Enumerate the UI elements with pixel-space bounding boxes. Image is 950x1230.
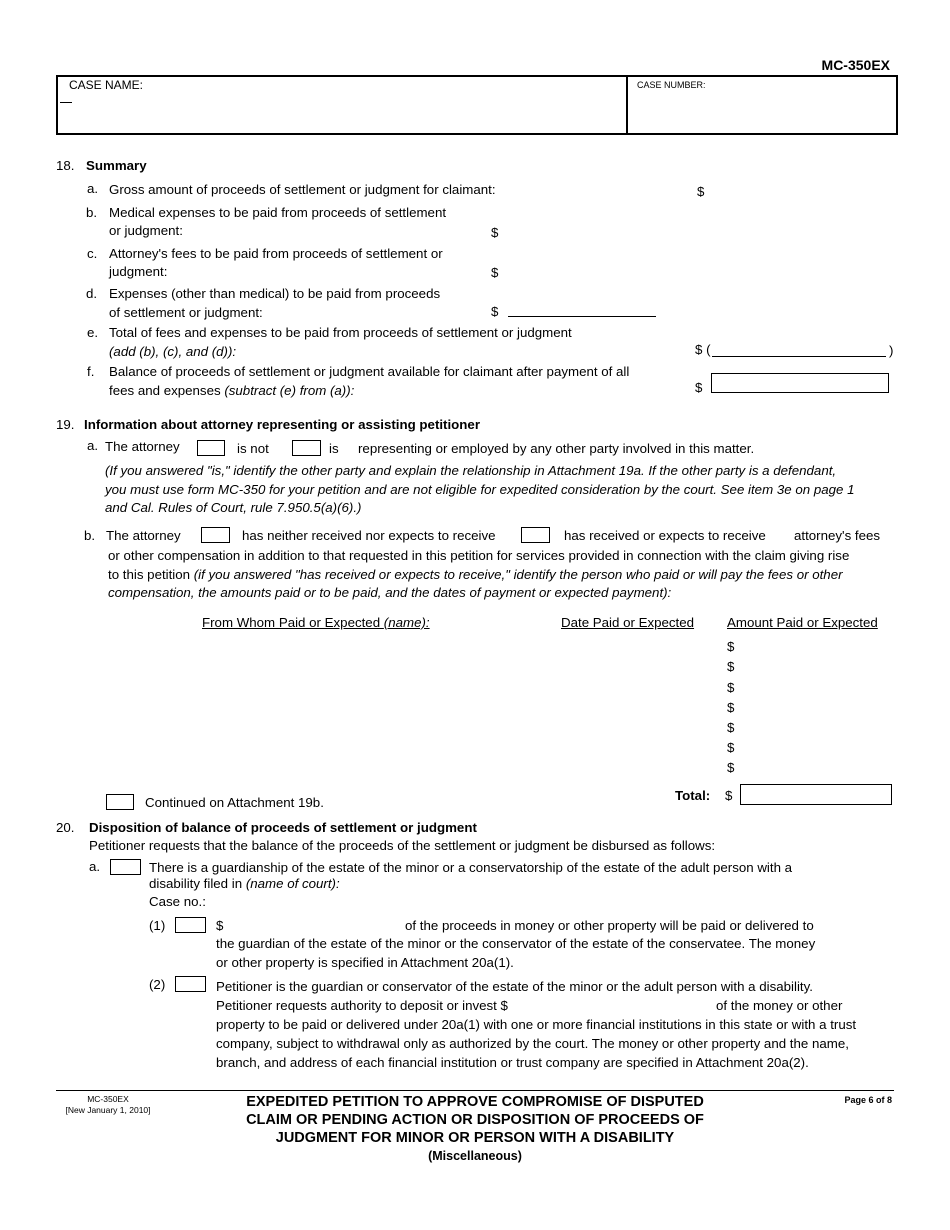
item20a1-line1: of the proceeds in money or other property will be paid or delivered to bbox=[405, 918, 814, 933]
item18b-letter: b. bbox=[86, 205, 98, 220]
item20a-line2: disability filed in (name of court): bbox=[149, 876, 340, 891]
has-received-checkbox[interactable] bbox=[521, 527, 550, 543]
item20-intro: Petitioner requests that the balance of the proceeds of the settlement or judgment be disbursed as follows: bbox=[89, 838, 716, 853]
case-name-label: CASE NAME: bbox=[69, 78, 144, 92]
case-number-label: CASE NUMBER: bbox=[637, 80, 706, 90]
item19-title: Information about attorney representing or assisting petitioner bbox=[84, 417, 480, 432]
form-id: MC-350EX bbox=[821, 57, 890, 73]
item18b-line1: Medical expenses to be paid from proceeds of settlement bbox=[109, 205, 447, 220]
item19-number: 19. bbox=[56, 417, 75, 432]
item20a2-line5: branch, and address of each financial institution or trust company are specified in Attachment 20a(2). bbox=[216, 1055, 809, 1070]
is-label: is bbox=[329, 441, 339, 456]
footer-form-id: MC-350EX bbox=[87, 1094, 129, 1104]
amount-row-dollar: $ bbox=[727, 720, 735, 735]
is-not-label: is not bbox=[237, 441, 269, 456]
item19a-letter: a. bbox=[87, 438, 99, 453]
item20a2-line4: company, subject to withdrawal only as authorized by the court. The money or other property and the name, bbox=[216, 1036, 849, 1051]
item20a1-num: (1) bbox=[149, 918, 166, 933]
item18e-dollar-open: $ ( bbox=[695, 342, 711, 357]
is-not-checkbox[interactable] bbox=[197, 440, 225, 456]
amount-row-dollar: $ bbox=[727, 740, 735, 755]
col-from-whom: From Whom Paid or Expected (name): bbox=[202, 615, 430, 630]
case-no-label: Case no.: bbox=[149, 894, 206, 909]
item20a1-line2: the guardian of the estate of the minor or the conservator of the estate of the conservatee. The money bbox=[216, 936, 816, 951]
item18b-line2: or judgment: bbox=[109, 223, 183, 238]
attorney-fees-field[interactable] bbox=[505, 262, 655, 278]
item18d-letter: d. bbox=[86, 286, 98, 301]
item18d-line2: of settlement or judgment: bbox=[109, 305, 263, 320]
has-received-label: has received or expects to receive bbox=[564, 528, 766, 543]
item20a2-line2a: Petitioner requests authority to deposit or invest $ bbox=[216, 998, 508, 1013]
footer-rule bbox=[56, 1090, 894, 1091]
continued-19b-checkbox[interactable] bbox=[106, 794, 134, 810]
item20a2-line1: Petitioner is the guardian or conservator of the estate of the minor or the adult person with a disability. bbox=[216, 979, 813, 994]
item20a2-checkbox[interactable] bbox=[175, 976, 206, 992]
col-date: Date Paid or Expected bbox=[561, 615, 695, 630]
item18f-line2: fees and expenses (subtract (e) from (a)): bbox=[109, 383, 355, 398]
item18d-dollar: $ bbox=[491, 304, 499, 319]
item19a-prefix: The attorney bbox=[105, 439, 180, 454]
item20a2-line2b: of the money or other bbox=[716, 998, 843, 1013]
item20a-letter: a. bbox=[89, 859, 101, 874]
item20a1-line3: or other property is specified in Attachment 20a(1). bbox=[216, 955, 514, 970]
item18a-letter: a. bbox=[87, 181, 99, 196]
neither-received-label: has neither received nor expects to receive bbox=[242, 528, 496, 543]
item18a-text: Gross amount of proceeds of settlement or judgment for claimant: bbox=[109, 182, 496, 197]
balance-field[interactable] bbox=[711, 373, 889, 393]
item20-title: Disposition of balance of proceeds of settlement or judgment bbox=[89, 820, 477, 835]
amount-row-dollar: $ bbox=[727, 639, 735, 654]
guardianship-checkbox[interactable] bbox=[110, 859, 141, 875]
item20a2-line3: property to be paid or delivered under 20a(1) with one or more financial institutions in this state or with a trust bbox=[216, 1017, 857, 1032]
item18e-close: ) bbox=[889, 343, 894, 358]
item18b-dollar: $ bbox=[491, 225, 499, 240]
item19a-suffix: representing or employed by any other party involved in this matter. bbox=[358, 441, 755, 456]
item20a1-checkbox[interactable] bbox=[175, 917, 206, 933]
item18d-line1: Expenses (other than medical) to be paid from proceeds bbox=[109, 286, 441, 301]
footer-title-line1: EXPEDITED PETITION TO APPROVE COMPROMISE OF DISPUTED bbox=[246, 1094, 704, 1110]
footer-subtitle: (Miscellaneous) bbox=[428, 1149, 522, 1163]
item18-number: 18. bbox=[56, 158, 75, 173]
page-number: Page 6 of 8 bbox=[844, 1095, 892, 1105]
item19b-line4: compensation, the amounts paid or to be paid, and the dates of payment or expected payment): bbox=[108, 585, 672, 600]
case-number-field[interactable] bbox=[634, 92, 889, 126]
continued-19b-label: Continued on Attachment 19b. bbox=[145, 795, 324, 810]
item19b-prefix: The attorney bbox=[106, 528, 181, 543]
item18c-dollar: $ bbox=[491, 265, 499, 280]
amount-row-dollar: $ bbox=[727, 700, 735, 715]
item18e-line2: (add (b), (c), and (d)): bbox=[109, 344, 237, 359]
item19b-letter: b. bbox=[84, 528, 96, 543]
item18f-line1: Balance of proceeds of settlement or judgment available for claimant after payment of all bbox=[109, 364, 630, 379]
item18f-letter: f. bbox=[87, 364, 95, 379]
footer-revision: [New January 1, 2010] bbox=[65, 1105, 151, 1115]
total-field[interactable] bbox=[740, 784, 892, 805]
item20a2-num: (2) bbox=[149, 977, 166, 992]
item18c-line2: judgment: bbox=[109, 264, 168, 279]
total-fees-field[interactable] bbox=[712, 356, 886, 357]
item18c-letter: c. bbox=[87, 246, 98, 261]
total-label: Total: bbox=[675, 788, 711, 803]
footer-title-line2: CLAIM OR PENDING ACTION OR DISPOSITION OF PROCEEDS OF bbox=[246, 1112, 704, 1128]
case-name-field[interactable] bbox=[62, 92, 622, 126]
gross-amount-field[interactable] bbox=[710, 182, 886, 198]
item18-title: Summary bbox=[86, 158, 147, 173]
footer-title-line3: JUDGMENT FOR MINOR OR PERSON WITH A DISABILITY bbox=[275, 1130, 675, 1146]
col-amount: Amount Paid or Expected bbox=[727, 615, 878, 630]
is-checkbox[interactable] bbox=[292, 440, 321, 456]
amount-row-dollar: $ bbox=[727, 760, 735, 775]
amount-row-dollar: $ bbox=[727, 680, 735, 695]
item20a-line1: There is a guardianship of the estate of the minor or a conservatorship of the estate of the adult person with a bbox=[149, 860, 793, 875]
other-expenses-field[interactable] bbox=[508, 316, 656, 317]
item19a-note2: you must use form MC-350 for your petition and are not eligible for expedited consideration by the court. See item 3e on page 1 bbox=[105, 482, 855, 497]
item18c-line1: Attorney's fees to be paid from proceeds of settlement or bbox=[109, 246, 443, 261]
neither-received-checkbox[interactable] bbox=[201, 527, 230, 543]
item20-number: 20. bbox=[56, 820, 75, 835]
item19b-line3: to this petition (if you answered "has received or expects to receive," identify the person who paid or will pay the fees or other bbox=[108, 567, 843, 582]
item18a-dollar: $ bbox=[697, 184, 705, 199]
total-dollar: $ bbox=[725, 788, 733, 803]
item18e-line1: Total of fees and expenses to be paid from proceeds of settlement or judgment bbox=[109, 325, 572, 340]
item18f-dollar: $ bbox=[695, 380, 703, 395]
item19b-suffix: attorney's fees bbox=[794, 528, 881, 543]
item19a-note3: and Cal. Rules of Court, rule 7.950.5(a)(6).) bbox=[105, 500, 362, 515]
amount-row-dollar: $ bbox=[727, 659, 735, 674]
item19b-line2: or other compensation in addition to that requested in this petition for services provided in connection with the claim giving rise bbox=[108, 548, 850, 563]
item19a-note1: (If you answered "is," identify the other party and explain the relationship in Attachment 19a. If the other party is a defendant, bbox=[105, 463, 837, 478]
medical-expenses-field[interactable] bbox=[505, 222, 655, 238]
item18e-letter: e. bbox=[87, 325, 99, 340]
item20a1-dollar: $ bbox=[216, 918, 224, 933]
case-header-divider bbox=[626, 75, 628, 133]
